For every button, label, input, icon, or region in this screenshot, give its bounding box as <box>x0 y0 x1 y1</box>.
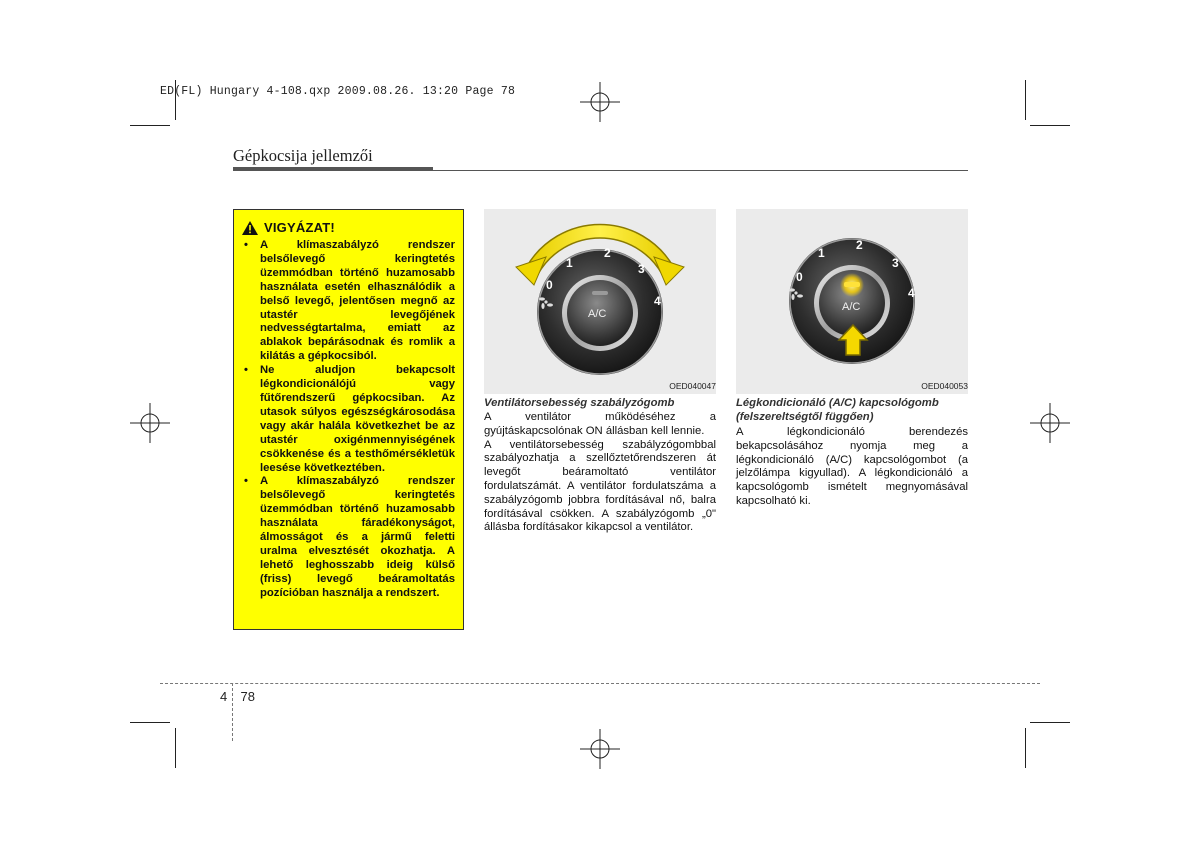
crop-mark <box>1025 728 1026 768</box>
crop-mark <box>130 125 170 126</box>
figure-code: OED040047 <box>669 381 716 391</box>
crop-mark <box>130 722 170 723</box>
registration-mark-icon <box>1030 403 1070 443</box>
dial-number: 2 <box>856 238 863 252</box>
body-text <box>484 411 716 535</box>
warning-title: VIGYÁZAT! <box>264 220 335 235</box>
dial-number: 4 <box>908 286 915 300</box>
warning-header <box>242 220 455 235</box>
warning-item-text: A klímaszabályzó rendszer belsőlevegő keringtetés üzemmódban történő huzamosabb használata esetén elhasználódik a belső levegő, jelentősen megnő az utastér levegőjének nedvességtartalma, emiatt az ablakok bepárásodnak és romlik a kilátás a gépkocsiból. <box>260 239 455 363</box>
fan-speed-knob-figure <box>484 209 716 394</box>
print-slug: ED(FL) Hungary 4-108.qxp 2009.08.26. 13:20 Page 78 <box>160 85 516 98</box>
dial-number: 3 <box>892 256 899 270</box>
warning-item: • Ne aludjon bekapcsolt légkondicionálójú vagy fűtőrendszerű gépkocsiban. Az utasok súlyos egészségkárosodása vagy akár halála következhet be az utastér oxigénmennyiségének csökkenése és a testhőmérsékletük leesése következtében. <box>244 364 455 474</box>
figure-code: OED040053 <box>921 381 968 391</box>
figure-caption: Légkondicionáló (A/C) kapcsológomb (felszereltségtől függően) <box>736 397 939 423</box>
paragraph: A légkondicionáló berendezés bekapcsolásához nyomja meg a légkondicionáló (A/C) kapcsológombot (a jelzőlámpa kigyullad). A légkondicionáló a kapcsológomb ismételt megnyomásával kapcsolható ki. <box>736 426 968 507</box>
body-text <box>736 426 968 509</box>
dial-number: 1 <box>566 256 573 270</box>
section-title: Gépkocsija jellemzői <box>233 146 373 165</box>
paragraph: A ventilátorsebesség szabályzógombbal szabályozhatja a szellőztetőrendszeren át levegőt beáramoltató ventilátor fordulatszámát. A ventilátor fordulatszáma a szabályzógomb jobbra fordításával nő, balra fordításával csökken. A szabályzógomb „0" állásba fordításakor kikapcsol a ventilátor. <box>484 438 716 534</box>
dial-number: 1 <box>818 246 825 260</box>
page-section: 4 <box>220 689 228 704</box>
paragraph: A ventilátor működéséhez a gyújtáskapcsolónak ON állásban kell lennie. <box>484 411 716 437</box>
dial-number: 3 <box>638 262 645 276</box>
dial-number: 2 <box>604 246 611 260</box>
indicator-light-icon <box>840 273 864 297</box>
ac-button-figure <box>736 209 968 394</box>
figure-caption: Ventilátorsebesség szabályzógomb <box>484 397 675 409</box>
crop-mark <box>1030 125 1070 126</box>
crop-mark <box>175 728 176 768</box>
warning-item-text: Ne aludjon bekapcsolt légkondicionálójú vagy fűtőrendszerű gépkocsiban. Az utasok súlyos egészségkárosodása vagy akár halála következhet be az utastér oxigénmennyiségének csökkenése és a testhőmérsékletük leesése következtében. <box>260 364 455 474</box>
header-rule <box>233 167 968 171</box>
dial-number: 4 <box>654 294 661 308</box>
dial-number: 0 <box>546 278 553 292</box>
registration-mark-icon <box>130 403 170 443</box>
warning-item: • A klímaszabályzó rendszer belsőlevegő keringtetés üzemmódban történő huzamosabb használata esetén elhasználódik a belső levegő, jelentősen megnő az utastér levegőjének nedvességtartalma, emiatt az ablakok bepárásodnak és romlik a kilátás a gépkocsiból. <box>244 239 455 363</box>
warning-item-text: A klímaszabályzó rendszer belsőlevegő keringtetés üzemmódban történő huzamosabb használata fáradékonyságot, álmosságot és a jármű feletti uralma elvesztését okozhatja. A lehető leghosszabb ideig külső (friss) levegő beáramoltatás pozícióban használja a rendszert. <box>260 475 455 599</box>
crop-mark <box>1030 722 1070 723</box>
crop-mark <box>1025 80 1026 120</box>
page-number-value: 78 <box>240 689 255 704</box>
ac-button-label: A/C <box>588 308 607 320</box>
warning-item: • A klímaszabályzó rendszer belsőlevegő keringtetés üzemmódban történő huzamosabb használata fáradékonyságot, álmosságot és a jármű feletti uralma elvesztését okozhatja. A lehető leghosszabb ideig külső (friss) levegő beáramoltatás pozícióban használja a rendszert. <box>244 475 455 599</box>
warning-list <box>242 239 455 601</box>
registration-mark-icon <box>580 729 620 769</box>
warning-box <box>233 209 464 630</box>
ac-button-label: A/C <box>842 301 861 313</box>
registration-mark-icon <box>580 82 620 122</box>
dial-number: 0 <box>796 270 803 284</box>
warning-triangle-icon <box>242 221 258 235</box>
page-number <box>220 689 255 704</box>
footer-rule <box>160 683 1040 684</box>
